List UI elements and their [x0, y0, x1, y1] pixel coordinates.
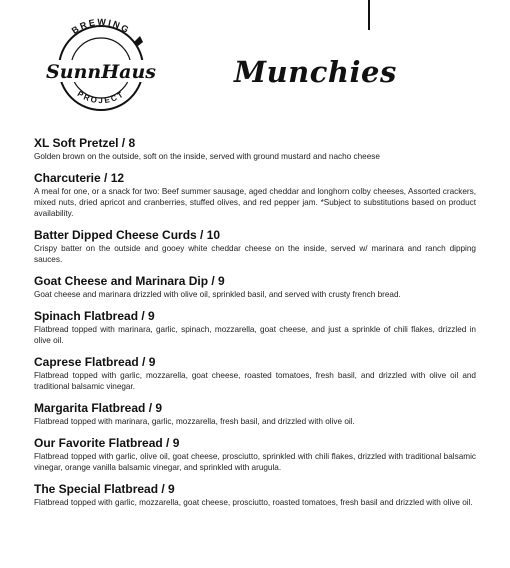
menu-item-name: Charcuterie / 12 [34, 171, 125, 185]
menu-item [34, 274, 476, 300]
menu-item [34, 401, 476, 427]
menu-item-description: Golden brown on the outside, soft on the inside, served with ground mustard and nacho cheese [34, 152, 380, 161]
logo-top-text: BREWING [69, 16, 133, 36]
brewery-logo [38, 12, 164, 112]
menu-item-name: Margarita Flatbread / 9 [34, 401, 163, 415]
logo-bottom-text: PROJECT [75, 89, 127, 106]
menu-item [34, 136, 476, 162]
menu-item-name: XL Soft Pretzel / 8 [34, 136, 136, 150]
menu-item-description: Flatbread topped with marinara, garlic, spinach, mozzarella, goat cheese, and just a sprinkle of chili flakes, drizzled in olive oil. [34, 325, 476, 345]
svg-text:PROJECT [76, 89, 127, 105]
menu-item-description: Flatbread topped with garlic, olive oil, goat cheese, prosciutto, sprinkled with chili flakes, drizzled with traditional balsamic vinegar, orange vanilla balsamic vinegar, and sprinkled with arugula. [34, 452, 476, 472]
menu-item [34, 171, 476, 219]
menu-item-name: Goat Cheese and Marinara Dip / 9 [34, 274, 225, 288]
section-title: Munchies [234, 55, 397, 89]
top-divider-line [368, 0, 370, 30]
menu-item [34, 355, 476, 392]
svg-text:BREWING [70, 17, 132, 36]
menu-items-list [34, 136, 476, 517]
logo-brand-text: SunnHaus [46, 61, 156, 83]
menu-item-name: Caprese Flatbread / 9 [34, 355, 156, 369]
menu-item [34, 436, 476, 473]
menu-item-description: Flatbread topped with marinara, garlic, mozzarella, fresh basil, and drizzled with olive oil. [34, 417, 355, 426]
menu-item-name: The Special Flatbread / 9 [34, 482, 175, 496]
menu-item-description: Crispy batter on the outside and gooey white cheddar cheese on the inside, served w/ marinara and ranch dipping sauces. [34, 244, 476, 264]
menu-item-description: A meal for one, or a snack for two: Beef summer sausage, aged cheddar and longhorn colby cheeses, Assorted crackers, mixed nuts, dried apricot and cranberries, stuffed olives, and red pepper jam. *Subject to substitutions based on product availability. [34, 187, 476, 218]
menu-item [34, 228, 476, 265]
menu-item-name: Our Favorite Flatbread / 9 [34, 436, 180, 450]
logo-emblem [38, 12, 164, 112]
menu-item-name: Batter Dipped Cheese Curds / 10 [34, 228, 221, 242]
menu-item [34, 309, 476, 346]
menu-item-description: Goat cheese and marinara drizzled with olive oil, sprinkled basil, and served with crusty french bread. [34, 290, 401, 299]
menu-item [34, 482, 476, 508]
menu-item-name: Spinach Flatbread / 9 [34, 309, 155, 323]
menu-item-description: Flatbread topped with garlic, mozzarella, goat cheese, prosciutto, roasted tomatoes, fresh basil and drizzled with olive oil. [34, 498, 473, 507]
menu-item-description: Flatbread topped with garlic, mozzarella, goat cheese, roasted tomatoes, fresh basil, and drizzled with olive oil and traditional balsamic vinegar. [34, 371, 476, 391]
